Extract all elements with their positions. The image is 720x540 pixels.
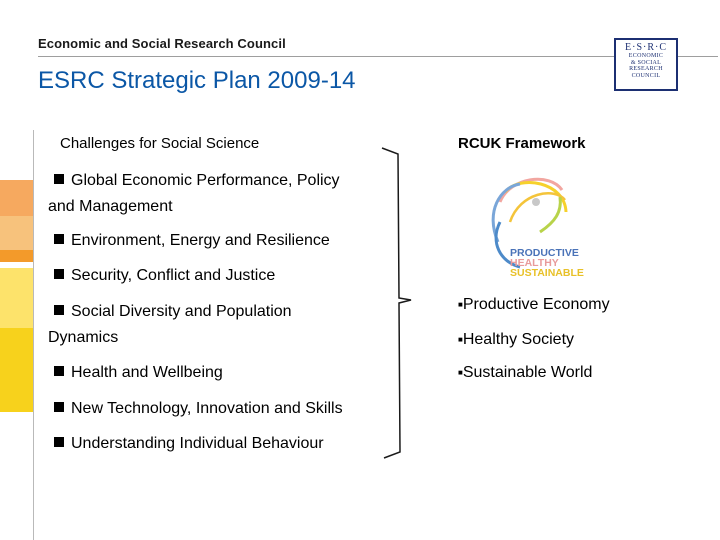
list-item: Health and Wellbeing (54, 360, 223, 386)
square-bullet-icon (54, 174, 64, 184)
rcuk-framework-heading: RCUK Framework (458, 135, 586, 152)
organisation-name: Economic and Social Research Council (38, 36, 286, 51)
square-bullet-icon (54, 402, 64, 412)
color-strip-white-bottom (0, 412, 33, 540)
list-item: Global Economic Performance, Policy and Management (48, 172, 340, 215)
color-strip-yellow-2 (0, 328, 33, 412)
list-item: New Technology, Innovation and Skills (54, 396, 343, 422)
color-strip-orange-1 (0, 180, 33, 216)
color-strip-orange-2 (0, 216, 33, 250)
square-bullet-icon (54, 437, 64, 447)
square-bullet-icon (54, 305, 64, 315)
color-strip-yellow-1 (0, 268, 33, 328)
square-bullet-icon (54, 234, 64, 244)
rcuk-word: PRODUCTIVE (510, 247, 579, 259)
esrc-logo-line: ECONOMIC (628, 53, 664, 59)
small-square-bullet-icon: ■ (458, 368, 463, 377)
rcuk-logo (480, 172, 594, 282)
rcuk-word: HEALTHY (510, 257, 559, 269)
list-item: ■Sustainable World (458, 364, 593, 381)
list-item: Social Diversity and Population Dynamics (48, 303, 292, 346)
page-title: ESRC Strategic Plan 2009-14 (38, 67, 356, 94)
rcuk-word: SUSTAINABLE (510, 267, 584, 279)
small-square-bullet-icon: ■ (458, 335, 463, 344)
list-item: Security, Conflict and Justice (54, 263, 275, 289)
color-strip-orange-3 (0, 250, 33, 262)
small-square-bullet-icon: ■ (458, 300, 463, 309)
square-bullet-icon (54, 366, 64, 376)
color-strip-white-top (0, 0, 33, 180)
esrc-logo (614, 38, 678, 91)
esrc-logo-initials: E·S·R·C (625, 42, 667, 53)
strip-divider (33, 130, 34, 540)
list-item: Understanding Individual Behaviour (54, 431, 324, 457)
esrc-logo-line: RESEARCH (629, 66, 663, 72)
list-item: Environment, Energy and Resilience (54, 228, 330, 254)
square-bullet-icon (54, 269, 64, 279)
list-item: ■Healthy Society (458, 331, 575, 348)
challenges-heading: Challenges for Social Science (60, 135, 260, 152)
list-item: ■Productive Economy (458, 296, 610, 313)
esrc-logo-line: COUNCIL (631, 72, 661, 79)
esrc-logo-line: & SOCIAL (630, 59, 662, 66)
